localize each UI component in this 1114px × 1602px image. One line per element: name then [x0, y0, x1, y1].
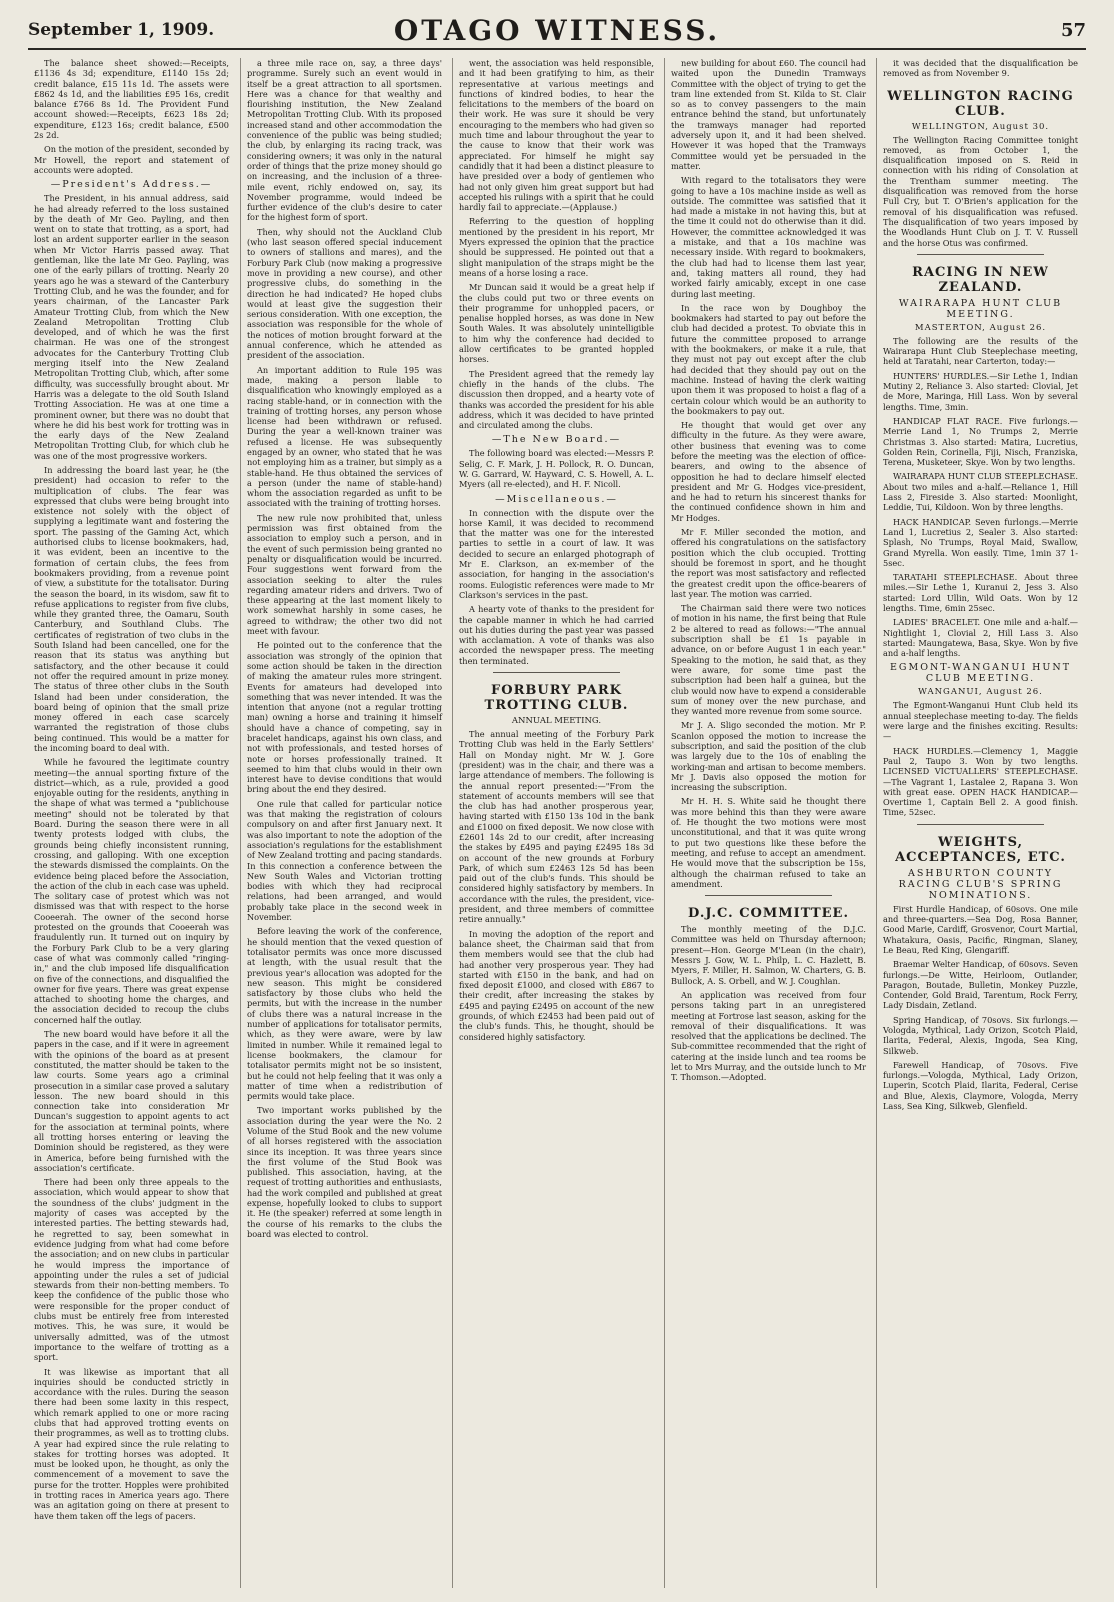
- paragraph: In connection with the dispute over the horse Kamil, it was decided to recommend that the matter was one for the interested parties to settle in a court of law. It was decided to secure an enlarged photograph of Mr E. Clarkson, an ex-member of the association, for hanging in the association's rooms. Eulogistic references were made to Mr Clarkson's services in the past.: [459, 507, 654, 600]
- paragraph: The new rule now prohibited that, unless permission was first obtained from the association to employ such a person, and in the event of such permission being granted no penalty or disqualification would be incurred. Four suggestions went forward from the association seeking to alter the rules regarding amateur riders and drivers. Two of these appearing at the last moment likely to work somewhat harshly in some cases, he agreed to withdraw; the other two did not meet with favour.: [247, 512, 442, 637]
- race-result: TARATAHI STEEPLECHASE. About three miles.—Sir Lethe 1, Kuranui 2, Jess 3. Also started: Lord Ullin, Wild Oats. Won by 12 lengths. Time, 6min 25sec.: [883, 572, 1078, 613]
- paragraph: The President, in his annual address, said he had already referred to the loss sustained by the death of Mr Geo. Payling, and then went on to state that trotting, as a sport, had lost an ardent supporter earlier in the season when Mr Victor Harris passed away. That gentleman, like the late Mr Geo. Payling, was one of the early pillars of trotting. Nearly 20 years ago he was a steward of the Canterbury Trotting Club, and he was the founder, and for years chairman, of the Lancaster Park Amateur Trotting Club, from which the New Zealand Metropolitan Trotting Club developed, and of which he was the first chairman. He was one of the strongest advocates for the Canterbury Trotting Club merging itself into the New Zealand Metropolitan Trotting Club, which, after some difficulty, was successfully brought about. Mr Harris was a delegate to the old South Island Trotting Association. He was at one time a prominent owner, but there was no doubt that where he did his best work for trotting was in the early days of the New Zealand Metropolitan Trotting Club, for which club he was one of the most progressive workers.: [34, 193, 229, 461]
- paragraph: Mr H. H. S. White said he thought there was more behind this than they were aware of. He thought the two motions were most unconstitutional, and that it was quite wrong to put two questions like these before the meeting, and refuse to accept an amendment. He would move that the subscription be 15s, although the chairman refused to take an amendment.: [671, 796, 866, 889]
- race-result: LADIES' BRACELET. One mile and a-half.—Nightlight 1, Clovial 2, Hill Lass 3. Also started: Maungatewa, Basa, Skye. Won by five and a-half lengths.: [883, 617, 1078, 659]
- paragraph: In moving the adoption of the report and balance sheet, the Chairman said that from them members would see that the club had had another very prosperous year. They had started with £150 in the bank, and had on fixed deposit £1000, and closed with £867 to their credit, after increasing the stakes by £495 and paying £2495 on account of the new grounds, of which £2453 had been paid out of the club's funds. This, he thought, should be considered highly satisfactory.: [459, 928, 654, 1042]
- paragraph: Referring to the question of hoppling mentioned by the president in his report, Mr Myers expressed the opinion that the practice should be suppressed. He pointed out that a slight manipulation of the straps might be the means of a horse losing a race.: [459, 216, 654, 278]
- paragraph: He pointed out to the conference that the association was strongly of the opinion that some action should be taken in the direction of making the amateur rules more stringent. Events for amateurs had developed into something that was never intended. It was the intention that anyone (not a regular trotting man) owning a horse and training it himself should have a chance of competing, say in bracelet handicaps, against his own class, and not with professionals, and tested horses of note or horses professionally trained. It seemed to him that clubs would in their own interest have to devise conditions that would bring about the end they desired.: [247, 640, 442, 795]
- column-5: [876, 58, 1084, 1588]
- article-heading: D.J.C. COMMITTEE.: [688, 906, 849, 922]
- paragraph: Before leaving the work of the conference, he should mention that the vexed question of totalisator permits was once more discussed at length, with the usual result that the previous year's allocation was adopted for the new season. This might be considered satisfactory by those clubs who held the permits, but with the increase in the number of clubs there was a natural increase in the number of applications for totalisator permits, which, as they were aware, were by law limited in number. While it remained legal to license bookmakers, the clamour for totalisator permits might not be so insistent, but he could not help feeling that it was only a matter of time when a redistribution of permits would take place.: [247, 926, 442, 1102]
- nomination-list: Spring Handicap, of 70sovs. Six furlongs.—Vologda, Mythical, Lady Orizon, Scotch Plaid, Ilarita, Federal, Alexis, Ingoda, Sea King, Silkweb.: [883, 1014, 1078, 1056]
- paragraph: it was decided that the disqualification be removed as from November 9.: [883, 58, 1078, 79]
- divider: [917, 824, 1044, 825]
- masthead: [28, 14, 1086, 50]
- section-heading: WAIRARAPA HUNT CLUB MEETING.: [898, 297, 1063, 320]
- paragraph: There had been only three appeals to the association, which would appear to show that the soundness of the clubs' judgment in the majority of cases was accepted by the interested parties. The betting stewards had, he regretted to say, been somewhat in evidence judging from what had come before the association; and on new clubs in particular he would impress the importance of appointing under the rules a set of judicial stewards from their non-betting members. To keep the confidence of the public those who were responsible for the proper conduct of clubs must be entirely free from interested motives. This, he was sure, it would be universally admitted, was of the utmost importance to the welfare of trotting as a sport.: [34, 1177, 229, 1363]
- newspaper-title: OTAGO WITNESS.: [393, 14, 721, 47]
- divider: [705, 895, 832, 896]
- article-heading: FORBURY PARK TROTTING CLUB.: [484, 683, 629, 714]
- column-3: [452, 58, 660, 1588]
- paragraph: One rule that called for particular notice was that making the registration of colours compulsory on and after first January next. It was also important to note the adoption of the association's regulations for the establishment of New Zealand trotting and pacing standards. In this connection a conference between the New South Wales and Victorian trotting bodies with which they had reciprocal relations, had been arranged, and would probably take place in the second week in November.: [247, 798, 442, 923]
- divider: [493, 672, 620, 673]
- paragraph: The Egmont-Wanganui Hunt Club held its annual steeplechase meeting to-day. The fields were large and the finishes exciting. Results:—: [883, 700, 1078, 742]
- paragraph: new building for about £60. The council had waited upon the Dunedin Tramways Committee with the object of trying to get the tram line extended from St. Kilda to St. Clair so as to convey passengers to the main entrance behind the stand, but unfortunately the tramways manager had reported adversely upon it, and it had been shelved. However it was hoped that the Tramways Committee would yet be persuaded in the matter.: [671, 58, 866, 171]
- race-result: HACK HURDLES.—Clemency 1, Maggie Paul 2, Taupo 3. Won by two lengths. LICENSED VICTUALLERS' STEEPLECHASE.—The Vagrant 1, Lastalee 2, Rapana 3. Won with great ease. OPEN HACK HANDICAP.—Overtime 1, Captain Bell 2. A good finish. Time, 52sec.: [883, 745, 1078, 818]
- paragraph: On the motion of the president, seconded by Mr Howell, the report and statement of accounts were adopted.: [34, 144, 229, 175]
- paragraph: A hearty vote of thanks to the president for the capable manner in which he had carried out his duties during the past year was passed with acclamation. A vote of thanks was also accorded the newspaper press. The meeting then terminated.: [459, 604, 654, 666]
- nomination-list: Braemar Welter Handicap, of 60sovs. Seven furlongs.—De Witte, Heirloom, Outlander, Paragon, Boutade, Bulletin, Monkey Puzzle, Contender, Gold Braid, Tarentum, Rock Ferry, Lady Disdain, Zetland.: [883, 959, 1078, 1011]
- article-heading: WELLINGTON RACING CLUB.: [887, 88, 1074, 119]
- race-result: HANDICAP FLAT RACE. Five furlongs.—Merrie Land 1, No Trumps 2, Merrie Christmas 3. Also started: Matira, Lucretius, Golden Rein, Corinella, Fiji, Nisch, Franziska, Terena, Musketeer, Skye. Won by two lengths.: [883, 415, 1078, 468]
- paragraph: The Wellington Racing Committee tonight removed, as from October 1, the disqualification imposed on S. Reid in connection with his riding of Consolation at the Trentham summer meeting. The disqualification was removed from the horse Full Cry, but T. O'Brien's application for the removal of his disqualification was refused. The disqualification of two years imposed by the Woodlands Hunt Club on J. T. V. Russell and the horse Otus was confirmed.: [883, 134, 1078, 248]
- paragraph: Mr Duncan said it would be a great help if the clubs could put two or three events on their programme for unhoppled pacers, or penalise hoppled horses, as was done in New South Wales. It was absolutely unintelligible to him why the conference had decided to allow certificates to be granted hoppled horses.: [459, 282, 654, 365]
- column-2: [240, 58, 448, 1588]
- paragraph: He thought that would get over any difficulty in the future. As they were aware, other business that evening was to come before the meeting was the election of office-bearers, and owing to the absence of opposition he had to declare himself elected president and Mr G. Hodges vice-president, and he had to return his sincerest thanks for the continued confidence shown in him and Mr Hodges.: [671, 420, 866, 523]
- dateline: WELLINGTON, August 30.: [911, 121, 1050, 132]
- issue-date: September 1, 1909.: [28, 20, 215, 40]
- paragraph: An application was received from four persons taking part in an unregistered meeting at Fortrose last season, asking for the removal of their disqualifications. It was resolved that the applications be declined. The Sub-committee recommended that the right of catering at the inside lunch and tea rooms be let to Mrs Murray, and the outside lunch to Mr T. Thomson.—Adopted.: [671, 989, 866, 1083]
- page-number: 57: [1060, 20, 1086, 41]
- paragraph: In the race won by Doughboy the bookmakers had started to pay out before the club had decided a protest. To obviate this in future the committee proposed to arrange with the bookmakers, or make it a rule, that they must not pay out except after the club had decided that they should pay out on the machine. Instead of having the clerk waiting upon them it was proposed to hoist a flag of a certain colour which would be an authority to the bookmakers to pay out.: [671, 302, 866, 416]
- paragraph: In addressing the board last year, he (the president) had occasion to refer to the multiplication of clubs. The fear was expressed that clubs were being brought into existence not solely with the object of supplying a legitimate want and fostering the sport. The passing of the Gaming Act, which authorised clubs to license bookmakers, had, it was evident, been an incentive to the formation of certain clubs, the fees from bookmakers providing, from a revenue point of view, a substitute for the totalisator. During the season the board, in its wisdom, saw fit to refuse applications to register from five clubs, while they granted three, the Oamaru, South Canterbury, and Southland Clubs. The certificates of registration of two clubs in the South Island had been cancelled, one for the reason that its status was anything but satisfactory, and the other because it could not offer the required amount in prize money. The status of three other clubs in the South Island had been under consideration, the board being of opinion that the small prize money offered in each case scarcely warranted the registration of those clubs being continued. This would be a matter for the incoming board to deal with.: [34, 464, 229, 753]
- section-heading: —The New Board.—: [491, 434, 622, 446]
- column-1: [28, 58, 235, 1588]
- article-heading: RACING IN NEW ZEALAND.: [912, 264, 1049, 295]
- paragraph: It was likewise as important that all inquiries should be conducted strictly in accordance with the rules. During the season there had been some laxity in this respect, which remark applied to one or more racing clubs that had approved trotting events on their programmes, as well as to trotting clubs. A year had expired since the rule relating to stakes for trotting horses was adopted. It must be looked upon, he thought, as only the commencement of a movement to save the purse for the trotter. Hopples were prohibited in trotting races in America years ago. There was an agitation going on there at present to have them taken off the legs of pacers.: [34, 1366, 229, 1521]
- race-result: HACK HANDICAP. Seven furlongs.—Merrie Land 1, Lucretius 2, Sealer 3. Also started: Splash, No Trumps, Royal Maid, Swallow, Grand Myrella. Won easily. Time, 1min 37 1-5sec.: [883, 516, 1078, 568]
- paragraph: The new board would have before it all the papers in the case, and if it were in agreement with the opinions of the board as at present constituted, the matter should be taken to the law courts. Some years ago a criminal prosecution in a similar case proved a salutary lesson. The new board should in this connection take into consideration Mr Duncan's suggestion to appoint agents to act for the association at terminal points, where all trotting horses entering or leaving the Dominion should be registered, as they were in America, before being furnished with the association's certificate.: [34, 1029, 229, 1173]
- paragraph: Two important works published by the association during the year were the No. 2 Volume of the Stud Book and the new volume of all horses registered with the association since its inception. It was three years since the first volume of the Stud Book was published. This association, having, at the request of trotting authorities and enthusiasts, had the work compiled and published at great expense, hopefully looked to clubs to support it. He (the speaker) referred at some length in the course of his remarks to the clubs the board was elected to control.: [247, 1105, 442, 1239]
- article-subheading: ANNUAL MEETING.: [511, 716, 602, 727]
- paragraph: With regard to the totalisators they were going to have a 10s machine inside as well as outside. The committee was satisfied that it had made a mistake in not having this, but at the time it could not do otherwise than it did. However, the committee acknowledged it was a mistake, and that a 10s machine was necessary inside. With regard to bookmakers, the club had had to license them last year, and, taking matters all round, they had worked fairly amicably, except in one case during last meeting.: [671, 175, 866, 299]
- paragraph: went, the association was held responsible, and it had been gratifying to him, as their representative at various meetings and functions of kindred bodies, to hear the felicitations to the members of the board on their work. He was sure it should be very encouraging to the members who had given so much time and labour throughout the year to the cause to know that their work was appreciated. For himself he might say candidly that it had been a distinct pleasure to have presided over a body of gentlemen who had not only given him great support but had accepted his rulings with a spirit that he could hardly fail to appreciate.—(Applause.): [459, 58, 654, 213]
- paragraph: The President agreed that the remedy lay chiefly in the hands of the clubs. The discussion then dropped, and a hearty vote of thanks was accorded the president for his able address, which it was decided to have printed and circulated among the clubs.: [459, 368, 654, 431]
- paragraph: a three mile race on, say, a three days' programme. Surely such an event would in itself be a great attraction to all sportsmen. Here was a chance for that wealthy and flourishing institution, the New Zealand Metropolitan Trotting Club. With its proposed increased stand and other accommodation the convenience of the public was being studied; the club, by enlarging its racing track, was considering owners; it was only in the natural order of things that the prize money should go on increasing, and the inclusion of a three-mile event, richly endowed on, say, its November programme, would indeed be further evidence of the club's desire to cater for the highest form of sport.: [247, 58, 442, 223]
- paragraph: Mr J. A. Sligo seconded the motion. Mr P. Scanlon opposed the motion to increase the subscription, and said the position of the club was largely due to the 10s of enabling the working-man and artisan to become members. Mr J. Davis also opposed the motion for increasing the subscription.: [671, 720, 866, 793]
- paragraph: The annual meeting of the Forbury Park Trotting Club was held in the Early Settlers' Hall on Monday night. Mr W. J. Gore (president) was in the chair, and there was a large attendance of members. The following is the annual report presented:—"From the statement of accounts members will see that the club has had another prosperous year, having started with £150 13s 10d in the bank and £1000 on fixed deposit. We now close with £2601 14s 2d to our credit, after increasing the stakes by £495 and paying £2495 18s 3d on account of the new grounds at Forbury Park, of which sum £2463 12s 5d has been paid out of the club's funds. This should be considered highly satisfactory by members. In accordance with the rules, the president, vice-president, and three members of committee retire annually.": [459, 729, 654, 925]
- divider: [917, 254, 1044, 255]
- nomination-list: First Hurdle Handicap, of 60sovs. One mile and three-quarters.—Sea Dog, Rosa Banner, Good Marie, Cardiff, Grosvenor, Court Martial, Whatakura, Oasis, Pacific, Ringman, Slaney, Le Beau, Red King, Glengariff.: [883, 903, 1078, 955]
- nomination-list: Farewell Handicap, of 70sovs. Five furlongs.—Vologda, Mythical, Lady Orizon, Luperin, Scotch Plaid, Ilarita, Federal, Cerise and Blue, Alexis, Claymore, Vologda, Merry Lass, Sea King, Silkweb, Glenfield.: [883, 1059, 1078, 1112]
- paragraph: The following are the results of the Wairarapa Hunt Club Steeplechase meeting, held at Taratahi, near Carterton, today:—: [883, 335, 1078, 367]
- section-heading: EGMONT-WANGANUI HUNT CLUB MEETING.: [889, 662, 1072, 685]
- paragraph: An important addition to Rule 195 was made, making a person liable to disqualification who knowingly employed as a racing stable-hand, or in connection with the training of trotting horses, any person whose license had been withdrawn or refused. During the year a well-known trainer was refused a license. He was subsequently engaged by an owner, who stated that he was not employing him as a trainer, but simply as a stable-hand. He thus obtained the services of a person (under the name of stable-hand) whom the association regarded as unfit to be associated with the training of trotting horses.: [247, 364, 442, 509]
- dateline: MASTERTON, August 26.: [914, 322, 1047, 333]
- column-4: [664, 58, 872, 1588]
- section-heading: —President's Address.—: [50, 179, 213, 191]
- section-heading: —Miscellaneous.—: [495, 493, 618, 505]
- paragraph: While he favoured the legitimate country meeting—the annual sporting fixture of the district—which, as a rule, provided a good enjoyable outing for the residents, anything in the shape of what was termed a "publichouse meeting" should not be tolerated by that Board. During the season there were in all twenty protests lodged with clubs, the grounds being chiefly inconsistent running, crossing, and galloping. With one exception the stewards dismissed the complaints. On the evidence being placed before the Association, the action of the club in each case was upheld. The solitary case of protest which was not dismissed was that with respect to the horse Cooeerah. The owner of the second horse protested on the grounds that Cooeerah was fraudulently run. It turned out on inquiry by the Forbury Park Club to be a very glaring case of what was commonly called "ringing-in," and the club imposed life disqualification on five of the connections, and disqualified the owner for five years. There was great expense attached to shooting home the charges, and the association decided to recoup the clubs concerned half the outlay.: [34, 757, 229, 1025]
- race-result: HUNTERS' HURDLES.—Sir Lethe 1, Indian Mutiny 2, Reliance 3. Also started: Clovial, Jet de More, Maringa, Hill Lass. Won by several lengths. Time, 3min.: [883, 370, 1078, 412]
- paragraph: Mr F. Miller seconded the motion, and offered his congratulations on the satisfactory position which the club occupied. Trotting should be foremost in sport, and he thought the report was most satisfactory and reflected the greatest credit upon the office-bearers of last year. The motion was carried.: [671, 527, 866, 599]
- paragraph: Then, why should not the Auckland Club (who last season offered special inducement to owners of stallions and mares), and the Forbury Park Club (now making a progressive move in providing a new course), and other progressive clubs, do something in the direction he had indicated? He hoped clubs would at least give the suggestion their serious consideration. With one exception, the association was responsible for the whole of the notices of motion brought forward at the annual conference, which he attended as president of the association.: [247, 226, 442, 361]
- article-heading: WEIGHTS, ACCEPTANCES, ETC.: [895, 834, 1066, 865]
- paragraph: The monthly meeting of the D.J.C. Committee was held on Thursday afternoon; present—Hon. George M'Lean (in the chair), Messrs J. Gow, W. L. Philp, L. C. Hazlett, B. Myers, F. Miller, H. Salmon, W. Charters, G. B. Bullock, A. S. Orbell, and W. J. Coughlan.: [671, 924, 866, 986]
- section-heading: ASHBURTON COUNTY RACING CLUB'S SPRING NOMINATIONS.: [898, 867, 1063, 901]
- paragraph: The balance sheet showed:—Receipts, £1136 4s 3d; expenditure, £1140 15s 2d; credit balance, £15 11s 1d. The assets were £862 4s 1d, and the liabilities £95 16s, credit balance £766 8s 1d. The Provident Fund account showed:—Receipts, £623 18s 2d; expenditure, £123 16s; credit balance, £500 2s 2d.: [34, 58, 229, 141]
- paragraph: The Chairman said there were two notices of motion in his name, the first being that Rule 2 be altered to read as follows:—"The annual subscription shall be £1 1s payable in advance, on or before August 1 in each year." Speaking to the motion, he said that, as they were aware, for some time past the subscription had been half a guinea, but the club would now have to expend a considerable sum of money over the new purchase, and they wanted more revenue from some source.: [671, 603, 866, 717]
- paragraph: The following board was elected:—Messrs P. Selig, C. F. Mark, J. H. Pollock, R. O. Duncan, W. G. Garrard, W. Hayward, C. S. Howell, A. L. Myers (all re-elected), and H. F. Nicoll.: [459, 448, 654, 490]
- dateline: WANGANUI, August 26.: [918, 687, 1043, 698]
- race-result: WAIRARAPA HUNT CLUB STEEPLECHASE. About two miles and a-half.—Reliance 1, Hill Lass 2, Fireside 3. Also started: Moonlight, Leddie, Tui, Kildoon. Won by three lengths.: [883, 471, 1078, 513]
- article-columns: [28, 58, 1088, 1588]
